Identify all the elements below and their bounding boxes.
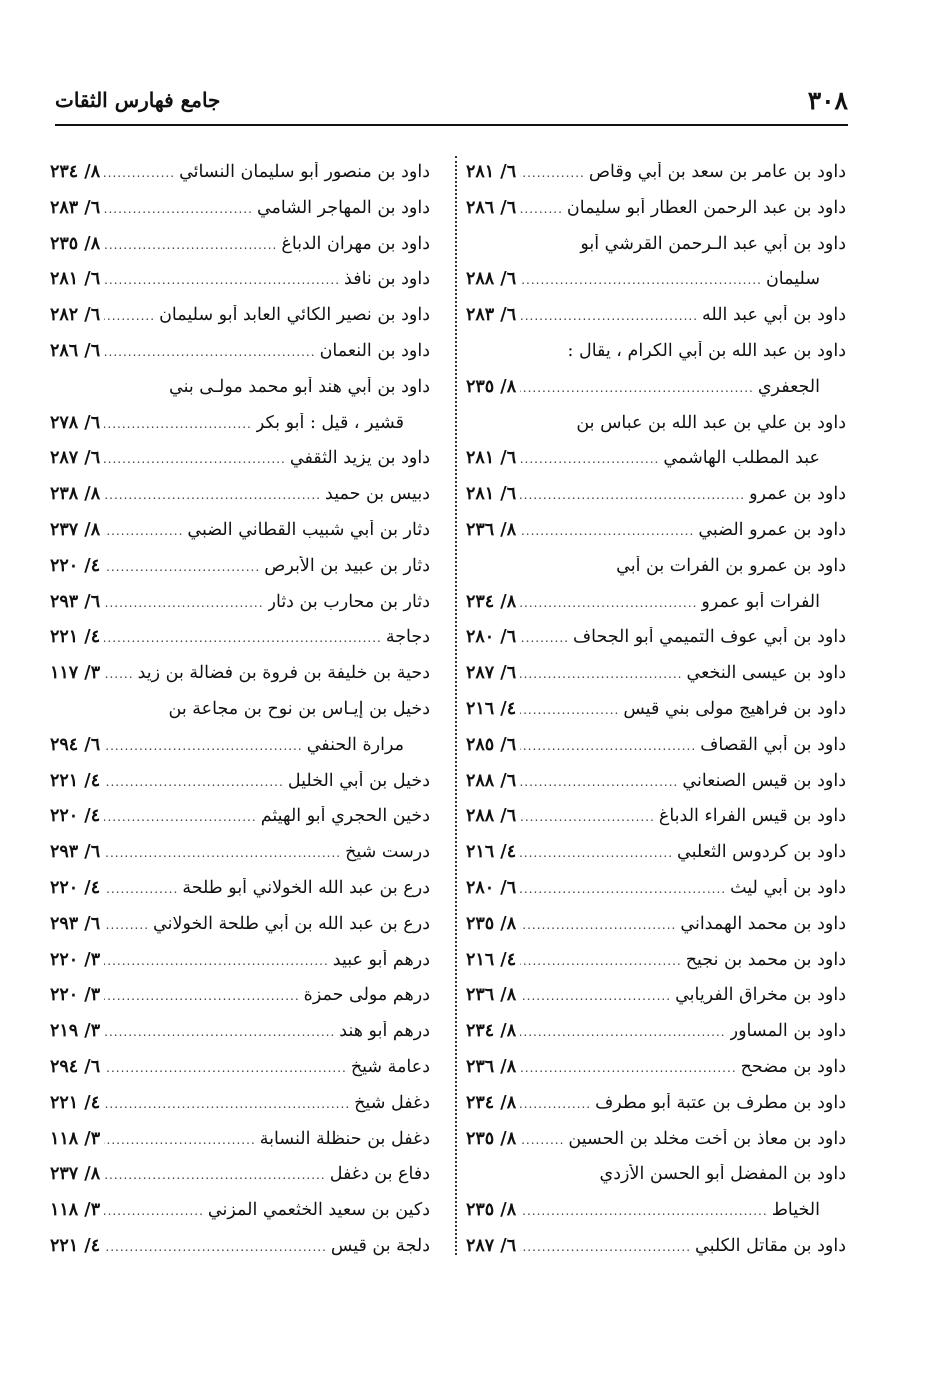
entry-reference: ٣/ ١١٧	[50, 663, 101, 684]
entry-reference: ٦/ ٢٨٠	[466, 877, 517, 898]
dot-leader	[520, 1025, 726, 1039]
entry-name: داود بن منصور أبو سليمان النسائي	[179, 162, 430, 182]
index-entry	[50, 878, 430, 914]
entry-reference: ٦/ ٢٨١	[466, 162, 517, 182]
dot-leader	[520, 273, 762, 287]
entry-reference: ٦/ ٢٨٨	[466, 770, 517, 791]
entry-name: دبيس بن حميد	[325, 484, 430, 505]
dot-leader	[520, 918, 676, 932]
entry-name: درع بن عبد الله بن أبي طلحة الخولاني	[153, 913, 430, 934]
entry-name: دحية بن خليفة بن فروة بن فضالة بن زيد	[137, 663, 430, 684]
entry-name: داود بن عمرو	[749, 484, 846, 505]
dot-leader	[520, 703, 619, 717]
entry-reference: ٨/ ٢٣٥	[50, 233, 101, 254]
index-entry	[466, 663, 846, 699]
entry-reference: ٨/ ٢٣٨	[50, 484, 101, 505]
index-entry	[50, 592, 430, 628]
index-entry	[466, 735, 846, 771]
dot-leader	[104, 918, 149, 932]
entry-reference: ٦/ ٢٨٨	[466, 269, 517, 290]
dot-leader	[104, 882, 178, 896]
index-entry	[466, 950, 846, 986]
index-column-right	[466, 162, 846, 1272]
index-entry	[50, 914, 430, 950]
dot-leader	[104, 1097, 350, 1111]
index-entry	[466, 484, 846, 520]
dot-leader	[520, 954, 682, 968]
index-entry	[466, 341, 846, 377]
index-entry	[466, 269, 846, 305]
entry-name: دجاجة	[385, 627, 430, 648]
entry-reference: ٦/ ٢٨٠	[466, 627, 517, 648]
dot-leader	[104, 1204, 204, 1218]
entry-reference: ٨/ ٢٣٥	[466, 1200, 517, 1221]
index-entry	[50, 950, 430, 986]
dot-leader	[520, 596, 697, 610]
index-entry	[466, 377, 846, 413]
index-entry	[50, 985, 430, 1021]
index-entry	[50, 484, 430, 520]
index-entry	[466, 806, 846, 842]
index-entry	[50, 305, 430, 341]
dot-leader	[104, 166, 175, 180]
index-entry	[466, 1093, 846, 1129]
entry-reference: ٤/ ٢٢٠	[50, 555, 101, 576]
entry-reference: ٦/ ٢٨٦	[466, 197, 517, 218]
index-entry	[466, 1200, 846, 1236]
entry-reference: ٨/ ٢٣٧	[50, 519, 101, 540]
entry-name: داود بن عمرو بن الفرات بن أبي	[616, 555, 846, 576]
entry-reference: ٨/ ٢٣٦	[466, 1056, 517, 1077]
index-entry	[50, 162, 430, 198]
dot-leader	[520, 1240, 691, 1254]
column-divider	[455, 156, 457, 1255]
dot-leader	[104, 954, 329, 968]
entry-name: درست شيخ	[345, 842, 430, 863]
dot-leader	[520, 631, 569, 645]
entry-name: دثار بن عبيد بن الأبرص	[264, 555, 430, 576]
entry-reference: ٤/ ٢١٦	[466, 842, 517, 863]
index-entry	[466, 413, 846, 449]
entry-reference: ٦/ ٢٨٢	[50, 305, 101, 326]
entry-reference: ٤/ ٢٢١	[50, 770, 101, 791]
dot-leader	[104, 560, 260, 574]
entry-reference: ٨/ ٢٣٤	[50, 162, 101, 182]
index-entry	[466, 162, 846, 198]
dot-leader	[104, 739, 303, 753]
dot-leader	[520, 381, 754, 395]
entry-reference: ٦/ ٢٨٧	[50, 448, 101, 469]
entry-name: الفرات أبو عمرو	[701, 591, 820, 612]
index-entry	[50, 627, 430, 663]
index-entry	[50, 1164, 430, 1200]
index-entry	[50, 520, 430, 556]
index-entry	[50, 234, 430, 270]
entry-name: داود بن مقاتل الكلبي	[695, 1235, 846, 1256]
entry-name: داود بن النعمان	[319, 340, 430, 361]
index-entry	[50, 735, 430, 771]
page-header	[55, 82, 848, 122]
entry-name: داود بن علي بن عبد الله بن عباس بن	[576, 412, 846, 433]
dot-leader	[104, 596, 263, 610]
entry-name: دخيل بن إيـاس بن نوح بن مجاعة بن	[168, 698, 430, 719]
entry-name: داود بن أبي عبد الـرحمن القرشي أبو	[580, 233, 846, 254]
entry-reference: ٦/ ٢٨١	[466, 484, 517, 505]
entry-reference: ٦/ ٢٨٥	[466, 734, 517, 755]
entry-reference: ٦/ ٢٨١	[50, 269, 101, 290]
index-entry	[466, 592, 846, 628]
index-entry	[50, 1057, 430, 1093]
entry-name: داود بن مضحح	[740, 1056, 846, 1077]
dot-leader	[104, 345, 315, 359]
entry-name: دفاع بن دغفل	[329, 1164, 430, 1185]
entry-name: داود بن أبي عبد الله	[702, 305, 846, 326]
entry-name: داود بن مهران الدباغ	[281, 233, 430, 254]
entry-name: داود بن يزيد الثقفي	[289, 448, 430, 469]
index-entry	[50, 1200, 430, 1236]
entry-reference: ٤/ ٢١٦	[466, 698, 517, 719]
index-entry	[466, 1021, 846, 1057]
entry-reference: ٣/ ٢٢٠	[50, 949, 101, 970]
entry-name: دغفل شيخ	[354, 1092, 430, 1113]
entry-reference: ٨/ ٢٣٧	[50, 1164, 101, 1185]
entry-name: داود بن قيس الصنعاني	[682, 770, 846, 791]
entry-reference: ٨/ ٢٣٤	[466, 1092, 517, 1113]
index-entry	[50, 699, 430, 735]
dot-leader	[104, 452, 286, 466]
dot-leader	[520, 882, 726, 896]
dot-leader	[520, 739, 696, 753]
entry-name: داود بن أبي عوف التميمي أبو الجحاف	[572, 627, 846, 648]
entry-reference: ٦/ ٢٨٧	[466, 1235, 517, 1256]
entry-reference: ٦/ ٢٩٣	[50, 591, 101, 612]
book-title: جامع فهارس الثقات	[55, 88, 221, 112]
entry-name: داود بن معاذ بن أخت مخلد بن الحسين	[568, 1128, 846, 1149]
entry-reference: ٣/ ١١٨	[50, 1128, 101, 1149]
entry-reference: ٨/ ٢٣٥	[466, 376, 517, 397]
entry-name: درع بن عبد الله الخولاني أبو طلحة	[182, 877, 430, 898]
entry-name: داود بن محمد الهمداني	[680, 913, 846, 934]
dot-leader	[104, 417, 252, 431]
dot-leader	[104, 631, 382, 645]
dot-leader	[104, 1240, 327, 1254]
entry-name: الخياط	[771, 1200, 820, 1221]
index-entry	[466, 842, 846, 878]
entry-name: داود بن عامر بن سعد بن أبي وقاص	[588, 162, 846, 182]
entry-name: داود بن أبي ليث	[730, 877, 846, 898]
entry-reference: ٨/ ٢٣٤	[466, 1021, 517, 1042]
entry-reference: ٨/ ٢٣٦	[466, 519, 517, 540]
dot-leader	[104, 989, 300, 1003]
entry-reference: ٦/ ٢٨٣	[466, 305, 517, 326]
entry-name: درهم أبو عبيد	[332, 949, 430, 970]
entry-name: داود بن نافذ	[344, 269, 430, 290]
page-number: ٣٠٨	[807, 86, 848, 115]
entry-reference: ٦/ ٢٩٤	[50, 734, 101, 755]
entry-reference: ٤/ ٢٢٠	[50, 877, 101, 898]
index-entry	[466, 1129, 846, 1165]
index-entry	[50, 1093, 430, 1129]
entry-name: داود بن المساور	[729, 1021, 846, 1042]
entry-name: دلجة بن قيس	[330, 1235, 430, 1256]
entry-reference: ٦/ ٢٩٤	[50, 1056, 101, 1077]
dot-leader	[104, 810, 257, 824]
entry-name: الجعفري	[757, 376, 820, 397]
index-entry	[466, 627, 846, 663]
index-entry	[50, 663, 430, 699]
dot-leader	[104, 202, 253, 216]
index-entry	[50, 556, 430, 592]
entry-reference: ٤/ ٢٢١	[50, 1235, 101, 1256]
entry-name: عبد المطلب الهاشمي	[663, 448, 820, 469]
dot-leader	[104, 1025, 335, 1039]
entry-reference: ٦/ ٢٨٣	[50, 197, 101, 218]
entry-name: داود بن عبد الرحمن العطار أبو سليمان	[566, 197, 846, 218]
entry-reference: ٨/ ٢٣٥	[466, 1128, 517, 1149]
index-entry	[466, 556, 846, 592]
entry-reference: ٣/ ١١٨	[50, 1200, 101, 1221]
entry-name: داود بن عمرو الضبي	[698, 519, 846, 540]
entry-name: داود بن مطرف بن عتبة أبو مطرف	[595, 1092, 846, 1113]
dot-leader	[104, 1133, 256, 1147]
dot-leader	[520, 488, 745, 502]
entry-reference: ٦/ ٢٨٧	[466, 663, 517, 684]
entry-reference: ٣/ ٢١٩	[50, 1021, 101, 1042]
entry-name: داود بن عبد الله بن أبي الكرام ، يقال :	[567, 340, 846, 361]
entry-reference: ٦/ ٢٩٣	[50, 842, 101, 863]
entry-name: دثار بن محارب بن دثار	[267, 591, 430, 612]
entry-reference: ٤/ ٢١٦	[466, 949, 517, 970]
index-entry	[466, 234, 846, 270]
entry-reference: ٦/ ٢٨١	[466, 448, 517, 469]
index-entry	[466, 1236, 846, 1272]
entry-reference: ٤/ ٢٢١	[50, 1092, 101, 1113]
entry-name: مرارة الحنفي	[306, 734, 404, 755]
dot-leader	[520, 166, 585, 180]
entry-name: دخيل بن أبي الخليل	[287, 770, 430, 791]
entry-reference: ٤/ ٢٢٠	[50, 806, 101, 827]
entry-name: دكين بن سعيد الخثعمي المزني	[207, 1200, 430, 1221]
entry-reference: ٦/ ٢٨٦	[50, 340, 101, 361]
dot-leader	[520, 1204, 768, 1218]
index-column-left	[50, 162, 430, 1272]
dot-leader	[104, 488, 321, 502]
dot-leader	[520, 1061, 737, 1075]
index-entry	[466, 305, 846, 341]
index-entry	[466, 520, 846, 556]
entry-name: داود بن كردوس الثعلبي	[677, 842, 846, 863]
index-entry	[466, 771, 846, 807]
entry-name: قشير ، قيل : أبو بكر	[255, 412, 404, 433]
index-entry	[50, 269, 430, 305]
entry-name: دعامة شيخ	[350, 1056, 430, 1077]
index-entry	[466, 1057, 846, 1093]
entry-name: داود بن أبي هند أبو محمد مولـى بني	[169, 376, 430, 397]
entry-name: دخين الحجري أبو الهيثم	[260, 806, 430, 827]
index-entry	[466, 1164, 846, 1200]
index-entry	[50, 377, 430, 413]
index-entry	[50, 198, 430, 234]
dot-leader	[520, 846, 673, 860]
dot-leader	[104, 1168, 326, 1182]
entry-name: داود بن محمد بن نجيح	[685, 949, 846, 970]
entry-name: داود بن قيس الفراء الدباغ	[658, 806, 846, 827]
entry-name: دغفل بن حنظلة النسابة	[259, 1128, 430, 1149]
entry-name: داود بن نصير الكائي العابد أبو سليمان	[159, 305, 430, 326]
index-entry	[50, 448, 430, 484]
entry-reference: ٨/ ٢٣٤	[466, 591, 517, 612]
entry-reference: ٤/ ٢٢١	[50, 627, 101, 648]
dot-leader	[104, 846, 341, 860]
entry-name: داود بن أبي القصاف	[700, 734, 846, 755]
dot-leader	[104, 524, 183, 538]
dot-leader	[520, 309, 698, 323]
index-entry	[50, 771, 430, 807]
index-entry	[50, 1129, 430, 1165]
index-entry	[50, 842, 430, 878]
dot-leader	[104, 238, 277, 252]
entry-reference: ٦/ ٢٧٨	[50, 412, 101, 433]
entry-name: داود بن مخراق الفريابي	[675, 985, 846, 1006]
dot-leader	[104, 309, 155, 323]
index-entry	[466, 699, 846, 735]
dot-leader	[520, 667, 682, 681]
index-entry	[50, 413, 430, 449]
entry-name: داود بن فراهيج مولى بني قيس	[623, 698, 846, 719]
entry-name: سليمان	[765, 269, 820, 290]
dot-leader	[104, 667, 133, 681]
dot-leader	[520, 524, 694, 538]
dot-leader	[104, 1061, 347, 1075]
dot-leader	[520, 452, 659, 466]
dot-leader	[520, 202, 563, 216]
entry-name: داود بن المفضل أبو الحسن الأزدي	[599, 1164, 846, 1185]
entry-reference: ٣/ ٢٢٠	[50, 985, 101, 1006]
dot-leader	[520, 775, 678, 789]
index-entry	[50, 1021, 430, 1057]
entry-reference: ٨/ ٢٣٦	[466, 985, 517, 1006]
entry-name: داود بن المهاجر الشامي	[256, 197, 430, 218]
entry-reference: ٦/ ٢٩٣	[50, 913, 101, 934]
dot-leader	[104, 273, 340, 287]
entry-name: داود بن عيسى النخعي	[686, 663, 846, 684]
index-entry	[50, 1236, 430, 1272]
dot-leader	[520, 989, 671, 1003]
dot-leader	[520, 810, 655, 824]
index-entry	[466, 914, 846, 950]
index-entry	[466, 448, 846, 484]
header-rule	[55, 124, 848, 126]
entry-name: دثار بن أبي شبيب القطاني الضبي	[187, 519, 430, 540]
index-entry	[466, 985, 846, 1021]
entry-reference: ٦/ ٢٨٨	[466, 806, 517, 827]
index-entry	[50, 341, 430, 377]
index-entry	[466, 878, 846, 914]
dot-leader	[520, 1097, 591, 1111]
dot-leader	[104, 775, 284, 789]
entry-name: درهم أبو هند	[339, 1021, 430, 1042]
index-entry	[50, 806, 430, 842]
index-entry	[466, 198, 846, 234]
entry-reference: ٨/ ٢٣٥	[466, 913, 517, 934]
entry-name: درهم مولى حمزة	[303, 985, 430, 1006]
dot-leader	[520, 1133, 564, 1147]
